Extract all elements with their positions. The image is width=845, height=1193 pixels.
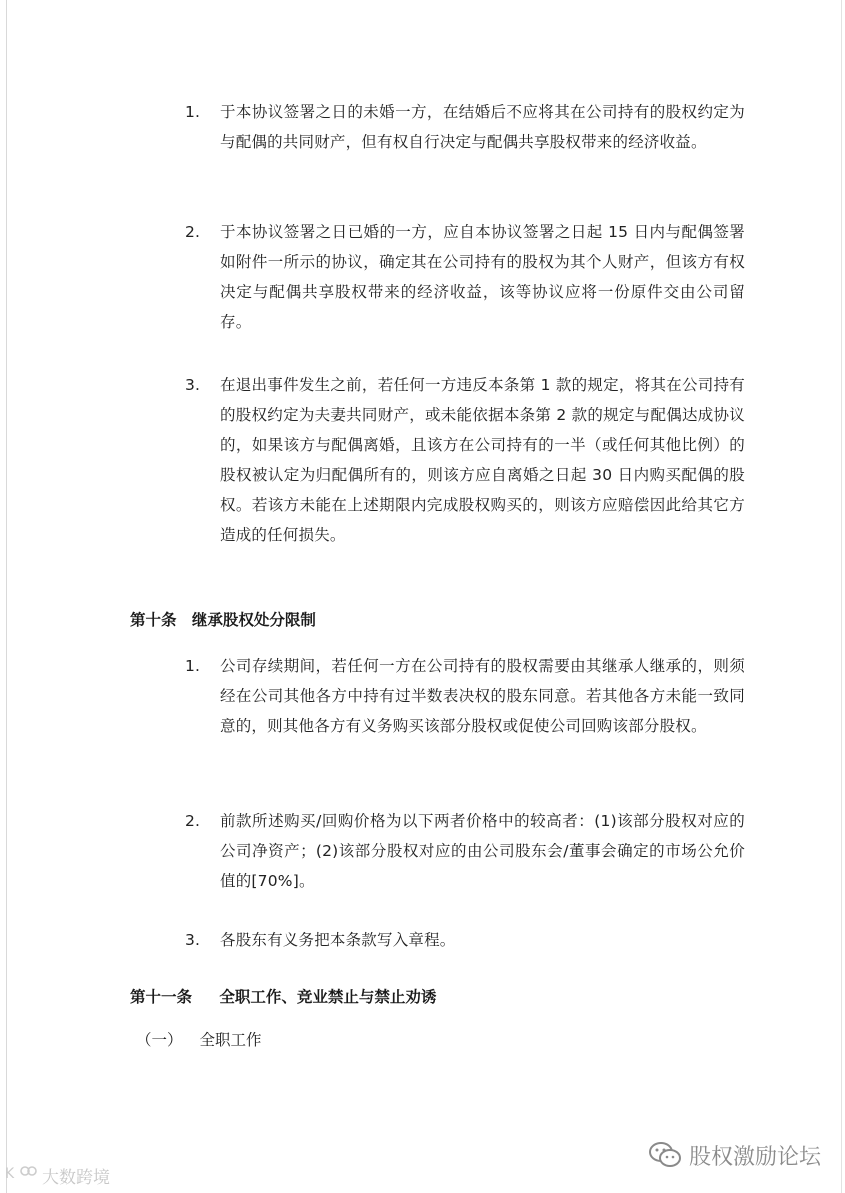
article-title: 全职工作、竞业禁止与禁止劝诱 [219,988,437,1006]
list-item-text: 前款所述购买/回购价格为以下两者价格中的较高者：(1)该部分股权对应的公司净资产；(2)该部分股权对应的由公司股东会/董事会确定的市场公允价值的[70%]。 [220,812,745,890]
list-item [185,651,745,741]
article-number: 第十条 [130,611,177,629]
section-heading [136,1025,261,1055]
list-item-number: 2. [185,223,201,241]
logo-icon [4,1162,38,1189]
article-heading [130,605,316,635]
watermark-left [4,1162,110,1188]
list-item-number: 1. [185,657,201,675]
list-item-text: 于本协议签署之日的未婚一方，在结婚后不应将其在公司持有的股权约定为与配偶的共同财产，但有权自行决定与配偶共享股权带来的经济收益。 [220,103,745,151]
page-border-right [841,0,842,1193]
section-number: （一） [136,1031,183,1049]
wechat-icon [647,1140,683,1170]
list-item [185,806,745,896]
watermark-left-text: 大数跨境 [42,1167,110,1188]
article-heading [130,982,436,1012]
list-item-text: 公司存续期间，若任何一方在公司持有的股权需要由其继承人继承的，则须经在公司其他各方中持有过半数表决权的股东同意。若其他各方未能一致同意的，则其他各方有义务购买该部分股权或促使公司回购该部分股权。 [220,657,745,735]
svg-text:K: K [5,1165,15,1182]
watermark-right-text: 股权激励论坛 [688,1144,821,1170]
article-number: 第十一条 [130,988,193,1006]
section-title: 全职工作 [199,1031,262,1049]
article-title: 继承股权处分限制 [191,611,316,629]
list-item-text: 在退出事件发生之前，若任何一方违反本条第 1 款的规定，将其在公司持有的股权约定为夫妻共同财产，或未能依据本条第 2 款的规定与配偶达成协议的，如果该方与配偶离婚，且该方在公司持有的一半（或任何其他比例）的股权被认定为归配偶所有的，则该方应自离婚之日起 30 日内购买配偶的股权。若该方未能在上述期限内完成股权购买的，则该方应赔偿因此给其它方造成的任何损失。 [220,376,745,544]
list-item-text: 各股东有义务把本条款写入章程。 [220,931,456,949]
list-item-number: 3. [185,376,201,394]
watermark-right [647,1138,821,1172]
list-item [185,217,745,337]
page-border-left [6,0,7,1193]
list-item-number: 1. [185,103,201,121]
list-item-number: 3. [185,931,201,949]
list-item [185,925,745,955]
list-item-number: 2. [185,812,201,830]
list-item-text: 于本协议签署之日已婚的一方，应自本协议签署之日起 15 日内与配偶签署如附件一所示的协议，确定其在公司持有的股权为其个人财产，但该方有权决定与配偶共享股权带来的经济收益，该等协议应将一份原件交由公司留存。 [220,223,745,331]
list-item [185,97,745,157]
list-item [185,370,745,550]
